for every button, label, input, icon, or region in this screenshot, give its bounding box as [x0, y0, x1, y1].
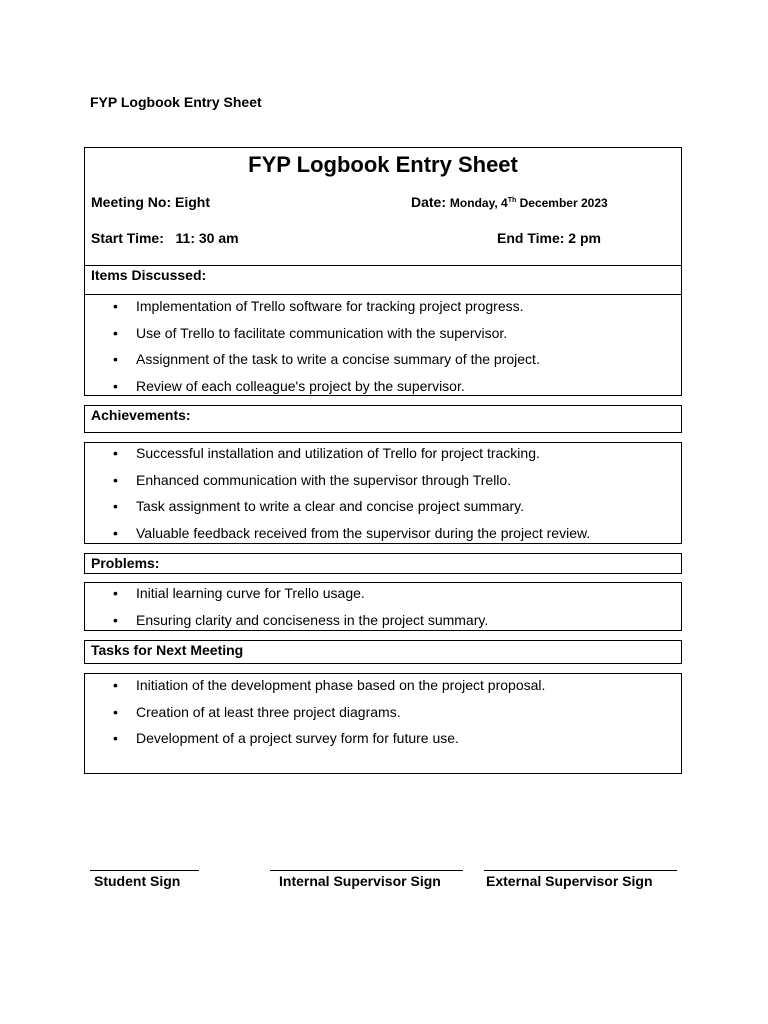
items-discussed-heading-box [84, 265, 682, 295]
student-sign: Student Sign [90, 870, 199, 889]
list-item: • Task assignment to write a clear and concise project summary. [85, 493, 681, 520]
problems-box [84, 582, 682, 631]
tasks-heading: Tasks for Next Meeting [91, 642, 244, 658]
list-item: • Implementation of Trello software for tracking project progress. [85, 293, 681, 320]
document-header-title: FYP Logbook Entry Sheet [90, 94, 262, 110]
tasks-heading-box [84, 640, 682, 664]
sheet-title: FYP Logbook Entry Sheet [248, 152, 518, 177]
problems-heading: Problems: [91, 555, 160, 571]
tasks-box [84, 673, 682, 774]
date-ordinal: Th [507, 197, 517, 204]
items-discussed-list [85, 293, 681, 399]
meeting-number: Meeting No: Eight [91, 194, 210, 210]
date-label: Date: [411, 194, 447, 210]
meeting-date [411, 194, 608, 210]
problems-heading-box [84, 553, 682, 574]
achievements-heading-box [84, 405, 682, 433]
list-item: • Ensuring clarity and conciseness in the project summary. [85, 607, 681, 634]
list-item: • Initial learning curve for Trello usage. [85, 580, 681, 607]
end-time: End Time: 2 pm [497, 230, 601, 246]
sheet-header-box [84, 147, 682, 266]
achievements-box [84, 442, 682, 544]
internal-supervisor-sign: Internal Supervisor Sign [270, 870, 463, 889]
date-day: Monday, 4 [449, 196, 508, 210]
list-item: • Creation of at least three project diagrams. [85, 699, 681, 726]
list-item: • Valuable feedback received from the supervisor during the project review. [85, 520, 681, 547]
items-discussed-heading: Items Discussed: [91, 267, 207, 283]
items-discussed-box [84, 294, 682, 396]
date-month-year: December 2023 [516, 196, 608, 210]
problems-list [85, 580, 681, 633]
list-item: • Successful installation and utilization of Trello for project tracking. [85, 440, 681, 467]
tasks-list [85, 672, 681, 752]
achievements-heading: Achievements: [91, 407, 191, 423]
start-time: Start Time: 11: 30 am [91, 230, 239, 246]
date-value [450, 196, 608, 210]
external-supervisor-sign: External Supervisor Sign [484, 870, 677, 889]
list-item: • Review of each colleague's project by the supervisor. [85, 373, 681, 400]
list-item: • Use of Trello to facilitate communication with the supervisor. [85, 320, 681, 347]
achievements-list [85, 440, 681, 546]
list-item: • Assignment of the task to write a concise summary of the project. [85, 346, 681, 373]
list-item: • Enhanced communication with the supervisor through Trello. [85, 467, 681, 494]
list-item: • Development of a project survey form for future use. [85, 725, 681, 752]
list-item: • Initiation of the development phase based on the project proposal. [85, 672, 681, 699]
